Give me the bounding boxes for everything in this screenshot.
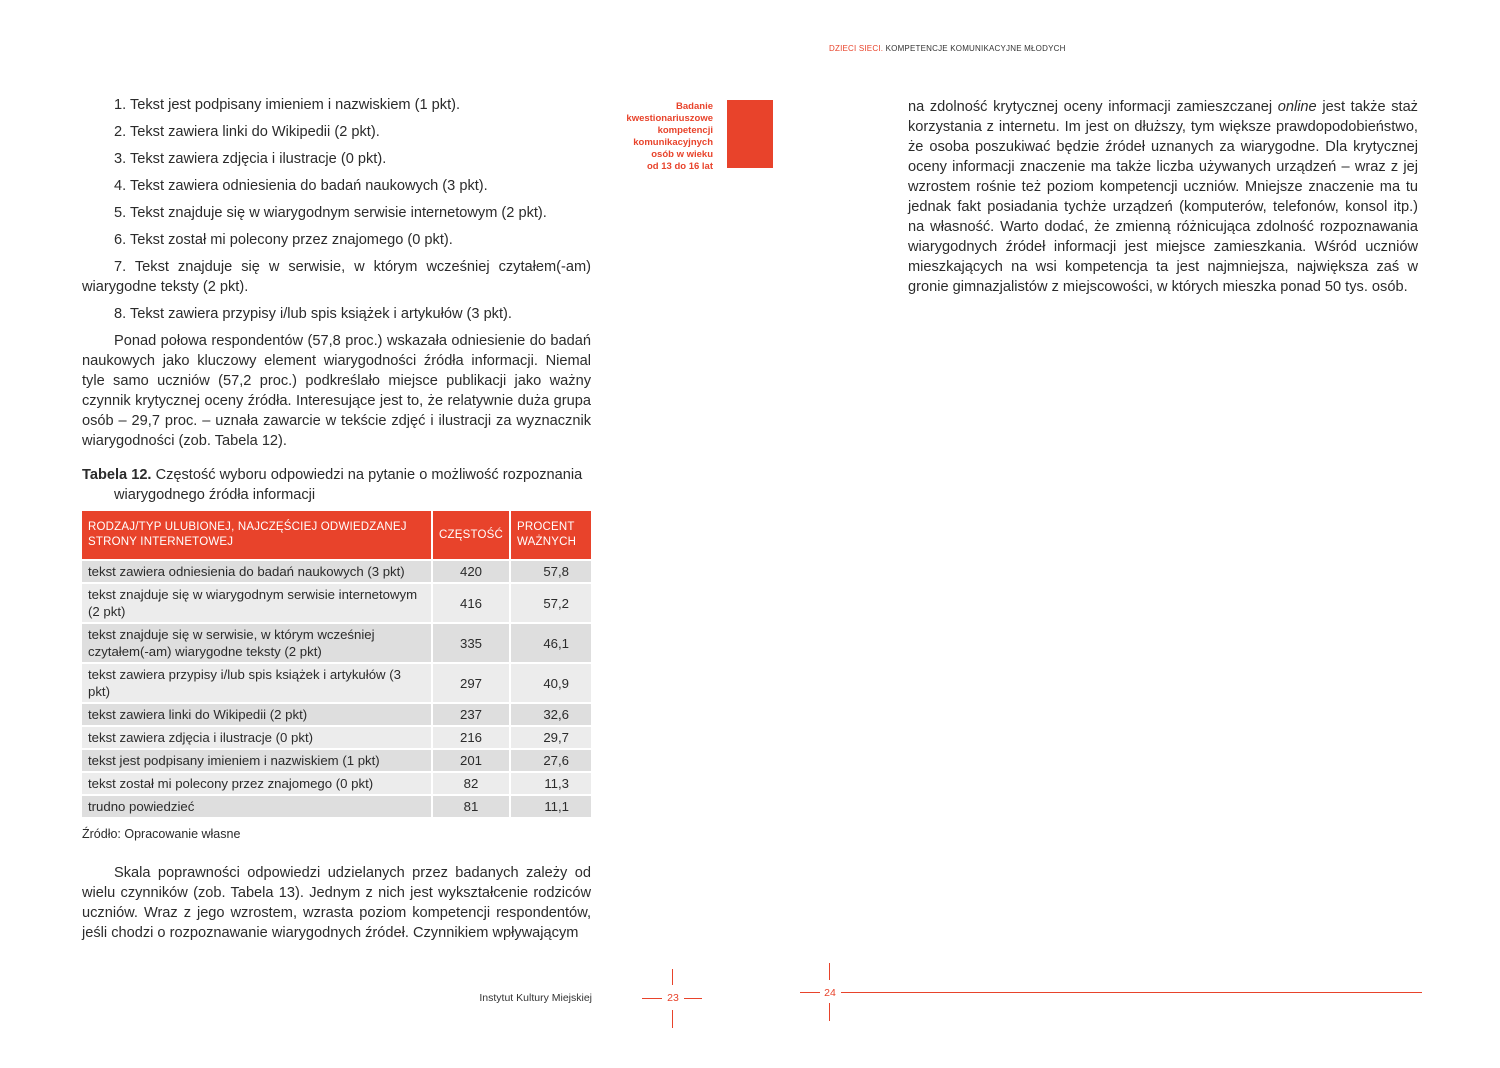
table-cell-label: tekst zawiera linki do Wikipedii (2 pkt) — [82, 703, 432, 726]
table-row — [82, 623, 591, 663]
sidebar-note-line: komunikacyjnych — [633, 137, 713, 148]
table-cell-count: 335 — [432, 623, 510, 663]
table-cell-count: 420 — [432, 560, 510, 583]
sidebar-study-note — [612, 101, 713, 173]
table-cell-count: 81 — [432, 795, 510, 817]
table-cell-label: tekst zawiera odniesienia do badań naukowych (3 pkt) — [82, 560, 432, 583]
page-marker-rule — [684, 998, 702, 999]
table-cell-label: tekst znajduje się w wiarygodnym serwisie internetowym (2 pkt) — [82, 583, 432, 623]
table-row — [82, 772, 591, 795]
page-marker-rule — [672, 969, 673, 985]
table-row — [82, 583, 591, 623]
table-cell-percent: 29,7 — [510, 726, 591, 749]
table-row — [82, 560, 591, 583]
page-number-right: 24 — [824, 987, 836, 999]
table-caption-text: Częstość wyboru odpowiedzi na pytanie o możliwość rozpoznania wiarygodnego źródła informacji — [114, 467, 583, 503]
table-cell-percent: 46,1 — [510, 623, 591, 663]
table-cell-count: 416 — [432, 583, 510, 623]
table-row — [82, 663, 591, 703]
sidebar-note-line: Badanie — [676, 101, 713, 112]
table-cell-count: 82 — [432, 772, 510, 795]
paragraph-italic: online — [1277, 99, 1317, 115]
footer-publisher: Instytut Kultury Miejskiej — [479, 992, 592, 1004]
table-row — [82, 795, 591, 817]
list-item: 5. Tekst znajduje się w wiarygodnym serwisie internetowym (2 pkt). — [114, 205, 547, 221]
table-row — [82, 703, 591, 726]
table-cell-percent: 11,1 — [510, 795, 591, 817]
table-cell-percent: 11,3 — [510, 772, 591, 795]
table-cell-label: trudno powiedzieć — [82, 795, 432, 817]
header-series-title: DZIECI SIECI. — [829, 44, 884, 53]
sidebar-note-line: kompetencji — [657, 125, 713, 136]
sidebar-note-line: kwestionariuszowe — [626, 113, 713, 124]
list-item: 3. Tekst zawiera zdjęcia i ilustracje (0 pkt). — [114, 151, 387, 167]
sidebar-accent-block — [727, 100, 773, 168]
table-cell-percent: 27,6 — [510, 749, 591, 772]
body-paragraph: Skala poprawności odpowiedzi udzielanych przez badanych zależy od wielu czynników (zob. Tabela 13). Jednym z nich jest wykształcenie rodziców uczniów. Wraz z jego wzrostem, wzrasta poziom kompetencji respondentów, jeśli chodzi o rozpoznawanie wiarygodnych źródeł. Czynnikiem wpływającym — [82, 865, 591, 941]
right-page-column — [908, 97, 1418, 297]
page-marker-rule — [642, 998, 662, 999]
table-row — [82, 749, 591, 772]
sidebar-note-line: osób w wieku — [651, 149, 713, 160]
left-page-column — [82, 95, 591, 943]
table-cell-count: 237 — [432, 703, 510, 726]
table-cell-percent: 57,2 — [510, 583, 591, 623]
table-12 — [82, 511, 591, 817]
footer-rule — [841, 992, 1422, 993]
table-caption — [82, 465, 591, 505]
paragraph-text: na zdolność krytycznej oceny informacji zamieszczanej — [908, 99, 1278, 115]
list-item: 8. Tekst zawiera przypisy i/lub spis książek i artykułów (3 pkt). — [114, 306, 512, 322]
table-caption-label: Tabela 12. — [82, 467, 152, 483]
page-marker-rule — [829, 1003, 830, 1021]
table-cell-label: tekst został mi polecony przez znajomego (0 pkt) — [82, 772, 432, 795]
running-header — [829, 44, 1066, 53]
sidebar-note-line: od 13 do 16 lat — [647, 161, 713, 172]
table-cell-count: 216 — [432, 726, 510, 749]
table-cell-label: tekst zawiera przypisy i/lub spis książek i artykułów (3 pkt) — [82, 663, 432, 703]
criteria-list — [82, 95, 591, 324]
page-number-left: 23 — [667, 992, 679, 1004]
paragraph-text: jest także staż korzystania z internetu. Im jest on dłuższy, tym większe prawdopodobieństwo, że osoba poszukiwać będzie źródeł uznanych za wiarygodne. Dla krytycznej oceny informacji znaczenie ma także liczba używanych urządzeń – wraz z jej wzrostem rośnie też poziom kompetencji uczniów. Mniejsze znaczenie ma tu jednak fakt posiadania tychże urządzeń (komputerów, telefonów, konsol itp.) na własność. Warto dodać, że zmienną różnicująca zdolność rozpoznawania wiarygodnych źródeł informacji jest miejsce zamieszkania. Wśród uczniów mieszkających na wsi kompetencja ta jest najmniejsza, największa zaś w gronie gimnazjalistów z miejscowości, w których mieszka ponad 50 tys. osób. — [908, 99, 1418, 295]
body-paragraph — [908, 97, 1418, 297]
list-item: 1. Tekst jest podpisany imieniem i nazwiskiem (1 pkt). — [114, 97, 461, 113]
page-marker-rule — [800, 992, 820, 993]
header-book-title: KOMPETENCJE KOMUNIKACYJNE MŁODYCH — [885, 44, 1066, 53]
table-cell-label: tekst zawiera zdjęcia i ilustracje (0 pkt) — [82, 726, 432, 749]
table-cell-percent: 57,8 — [510, 560, 591, 583]
page-marker-rule — [672, 1010, 673, 1028]
table-header-cell: CZĘSTOŚĆ — [432, 511, 510, 560]
table-cell-count: 297 — [432, 663, 510, 703]
table-cell-label: tekst znajduje się w serwisie, w którym wcześniej czytałem(-am) wiarygodne teksty (2 pkt) — [82, 623, 432, 663]
list-item: 4. Tekst zawiera odniesienia do badań naukowych (3 pkt). — [114, 178, 488, 194]
table-cell-percent: 32,6 — [510, 703, 591, 726]
list-item: 2. Tekst zawiera linki do Wikipedii (2 pkt). — [114, 124, 380, 140]
list-item: 6. Tekst został mi polecony przez znajomego (0 pkt). — [114, 232, 453, 248]
table-header-cell: RODZAJ/TYP ULUBIONEJ, NAJCZĘŚCIEJ ODWIEDZANEJ STRONY INTERNETOWEJ — [82, 511, 432, 560]
table-cell-count: 201 — [432, 749, 510, 772]
table-header-row — [82, 511, 591, 560]
table-source-note: Źródło: Opracowanie własne — [82, 827, 241, 841]
body-paragraph: Ponad połowa respondentów (57,8 proc.) wskazała odniesienie do badań naukowych jako kluczowy element wiarygodności źródła informacji. Niemal tyle samo uczniów (57,2 proc.) podkreślało miejsce publikacji jako ważny czynnik krytycznej oceny źródła. Interesujące jest to, że relatywnie duża grupa osób – 29,7 proc. – uznała zawarcie w tekście zdjęć i ilustracji za wyznacznik wiarygodności (zob. Tabela 12). — [82, 333, 591, 449]
table-cell-percent: 40,9 — [510, 663, 591, 703]
table-cell-label: tekst jest podpisany imieniem i nazwiskiem (1 pkt) — [82, 749, 432, 772]
list-item: 7. Tekst znajduje się w serwisie, w którym wcześniej czytałem(-am) wiarygodne teksty (2 pkt). — [82, 259, 591, 295]
page-marker-rule — [829, 963, 830, 980]
table-header-cell: PROCENT WAŻNYCH — [510, 511, 591, 560]
table-row — [82, 726, 591, 749]
